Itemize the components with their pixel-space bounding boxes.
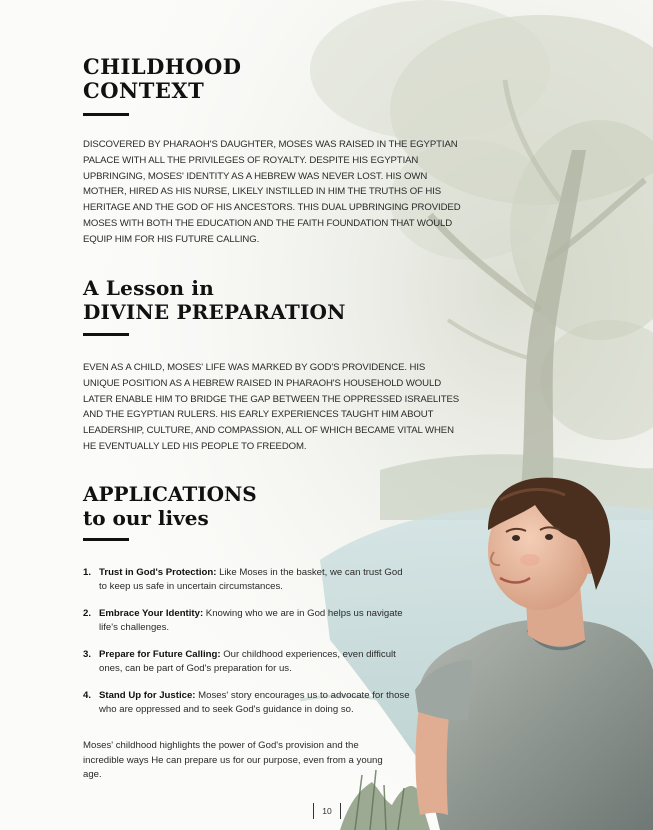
- applications-list: [83, 566, 413, 730]
- list-item-text: Our childhood experiences, even difficult ones, can be part of God's preparation for us.: [99, 648, 396, 675]
- list-item-text: Like Moses in the basket, we can trust God to keep us safe in uncertain circumstances.: [99, 567, 403, 593]
- list-number: 4.: [83, 689, 92, 701]
- list-item: [83, 648, 413, 676]
- title-underline: [83, 113, 129, 116]
- section-title-applications: [83, 482, 257, 530]
- title-line: A Lesson in: [83, 276, 214, 300]
- title-line: APPLICATIONS: [83, 482, 257, 506]
- childhood-paragraph: DISCOVERED BY PHARAOH'S DAUGHTER, MOSES WAS RAISED IN THE EGYPTIAN PALACE WITH ALL THE PRIVILEGES OF ROYALTY. DESPITE HIS EGYPTIAN UPBRINGING, MOSES' IDENTITY AS A HEBREW WAS NEVER LOST. HIS OWN MOTHER, HIRED AS HIS NURSE, LIKELY INSTILLED IN HIM THE TRUTHS OF HIS HERITAGE AND THE GOD OF HIS ANCESTORS. THIS DUAL UPBRINGING PROVIDED MOSES WITH BOTH THE EDUCATION AND THE FAITH FOUNDATION THAT WOULD EQUIP HIM FOR HIS FUTURE CALLING.: [83, 139, 461, 245]
- list-number: 2.: [83, 607, 92, 619]
- title-line: DIVINE PREPARATION: [83, 300, 346, 324]
- section-title-childhood-context: [83, 55, 242, 103]
- list-number: 3.: [83, 648, 92, 660]
- title-line: CHILDHOOD: [83, 54, 242, 79]
- list-item: [83, 689, 413, 717]
- lesson-paragraph: EVEN AS A CHILD, MOSES' LIFE WAS MARKED BY GOD'S PROVIDENCE. HIS UNIQUE POSITION AS A HEBREW RAISED IN PHARAOH'S HOUSEHOLD WOULD LATER ENABLE HIM TO BRIDGE THE GAP BETWEEN THE OPPRESSED ISRAELITES AND THE EGYPTIAN RULERS. HIS EARLY EXPERIENCES TAUGHT HIM ABOUT LEADERSHIP, CULTURE, AND COMPASSION, ALL OF WHICH BECAME VITAL WHEN HE EVENTUALLY LED HIS PEOPLE TO FREEDOM.: [83, 362, 460, 452]
- list-item: [83, 566, 413, 594]
- list-item-title: Trust in God's Protection:: [99, 567, 217, 578]
- title-line: to our lives: [83, 506, 209, 530]
- closing-paragraph: Moses' childhood highlights the power of God's provision and the incredible ways He can prepare us for our purpose, even from a young age.: [83, 740, 383, 781]
- page-number: 10: [313, 803, 341, 819]
- list-item-text: Moses' story encourages us to advocate for those who are oppressed and to seek God's guidance in doing so.: [99, 689, 410, 715]
- title-underline: [83, 333, 129, 336]
- section-title-divine-preparation: [83, 276, 346, 324]
- list-item: [83, 607, 413, 635]
- title-underline: [83, 538, 129, 541]
- list-item-title: Stand Up for Justice:: [99, 689, 196, 701]
- list-item-text: Knowing who we are in God helps us navigate life's challenges.: [99, 607, 403, 634]
- list-item-title: Prepare for Future Calling:: [99, 648, 221, 660]
- list-number: 1.: [83, 567, 92, 578]
- title-line: CONTEXT: [83, 78, 205, 103]
- list-item-title: Embrace Your Identity:: [99, 607, 204, 619]
